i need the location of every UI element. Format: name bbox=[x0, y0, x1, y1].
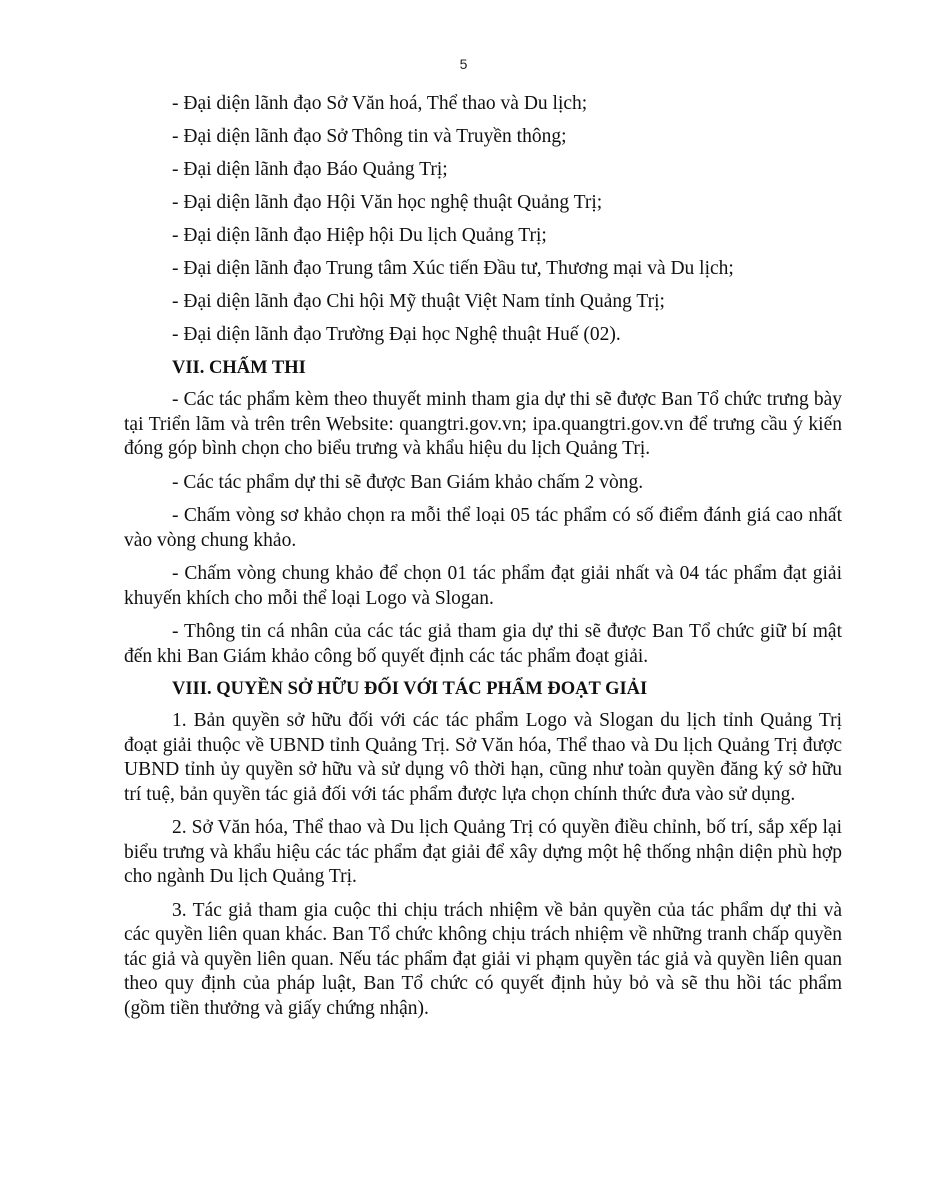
paragraph: - Các tác phẩm dự thi sẽ được Ban Giám khảo chấm 2 vòng. bbox=[172, 471, 644, 493]
list-item: - Đại diện lãnh đạo Sở Văn hoá, Thể thao và Du lịch; bbox=[172, 93, 588, 114]
paragraph: 3. Tác giả tham gia cuộc thi chịu trách nhiệm về bản quyền của tác phẩm dự thi và các quyền liên quan khác. Ban Tổ chức không chịu trách nhiệm về những tranh chấp quyền tác giả và quyền liên quan. Nếu tác phẩm đạt giải vi phạm quyền tác giả và quyền liên quan theo quy định của pháp luật, Ban Tổ chức có quyết định hủy bỏ và sẽ thu hồi tác phẩm (gồm tiền thưởng và giấy chứng nhận). bbox=[124, 899, 842, 1019]
section-heading: VII. CHẤM THI bbox=[172, 358, 306, 378]
paragraph: - Các tác phẩm kèm theo thuyết minh tham gia dự thi sẽ được Ban Tổ chức trưng bày tại Triển lãm và trên trên Website: quangtri.gov.vn; ipa.quangtri.gov.vn để trưng cầu ý kiến đóng góp bình chọn cho biểu trưng và khẩu hiệu du lịch Quảng Trị. bbox=[124, 389, 842, 459]
representatives-list bbox=[124, 92, 842, 347]
list-item: - Đại diện lãnh đạo Sở Thông tin và Truyền thông; bbox=[172, 126, 567, 147]
paragraph: 1. Bản quyền sở hữu đối với các tác phẩm Logo và Slogan du lịch tỉnh Quảng Trị đoạt giải thuộc về UBND tỉnh Quảng Trị. Sở Văn hóa, Thể thao và Du lịch Quảng Trị được UBND tỉnh ủy quyền sở hữu và sử dụng vô thời hạn, cũng như toàn quyền đăng ký sở hữu trí tuệ, bản quyền tác giả đối với tác phẩm được lựa chọn chính thức đưa vào sử dụng. bbox=[124, 710, 842, 805]
list-item: - Đại diện lãnh đạo Trung tâm Xúc tiến Đầu tư, Thương mại và Du lịch; bbox=[172, 258, 734, 279]
paragraph: 2. Sở Văn hóa, Thể thao và Du lịch Quảng Trị có quyền điều chỉnh, bố trí, sắp xếp lại biểu trưng và khẩu hiệu các tác phẩm đạt giải để xây dựng một hệ thống nhận diện phù hợp cho ngành Du lịch Quảng Trị. bbox=[124, 817, 842, 887]
paragraph: - Chấm vòng chung khảo để chọn 01 tác phẩm đạt giải nhất và 04 tác phẩm đạt giải khuyến khích cho mỗi thể loại Logo và Slogan. bbox=[124, 563, 842, 609]
list-item: - Đại diện lãnh đạo Hiệp hội Du lịch Quảng Trị; bbox=[172, 225, 547, 246]
list-item: - Đại diện lãnh đạo Trường Đại học Nghệ thuật Huế (02). bbox=[172, 324, 621, 345]
section-ownership bbox=[124, 677, 842, 1021]
paragraph: - Chấm vòng sơ khảo chọn ra mỗi thể loại 05 tác phẩm có số điểm đánh giá cao nhất vào vòng chung khảo. bbox=[124, 505, 842, 551]
list-item: - Đại diện lãnh đạo Chi hội Mỹ thuật Việt Nam tỉnh Quảng Trị; bbox=[172, 291, 665, 312]
list-item: - Đại diện lãnh đạo Hội Văn học nghệ thuật Quảng Trị; bbox=[172, 192, 603, 213]
section-judging bbox=[124, 356, 842, 669]
document-body bbox=[124, 92, 842, 1030]
list-item: - Đại diện lãnh đạo Báo Quảng Trị; bbox=[172, 159, 448, 180]
page-number: 5 bbox=[459, 56, 468, 72]
paragraph: - Thông tin cá nhân của các tác giả tham gia dự thi sẽ được Ban Tổ chức giữ bí mật đến khi Ban Giám khảo công bố quyết định các tác phẩm đoạt giải. bbox=[124, 621, 842, 667]
section-heading: VIII. QUYỀN SỞ HỮU ĐỐI VỚI TÁC PHẨM ĐOẠT GIẢI bbox=[172, 679, 648, 699]
